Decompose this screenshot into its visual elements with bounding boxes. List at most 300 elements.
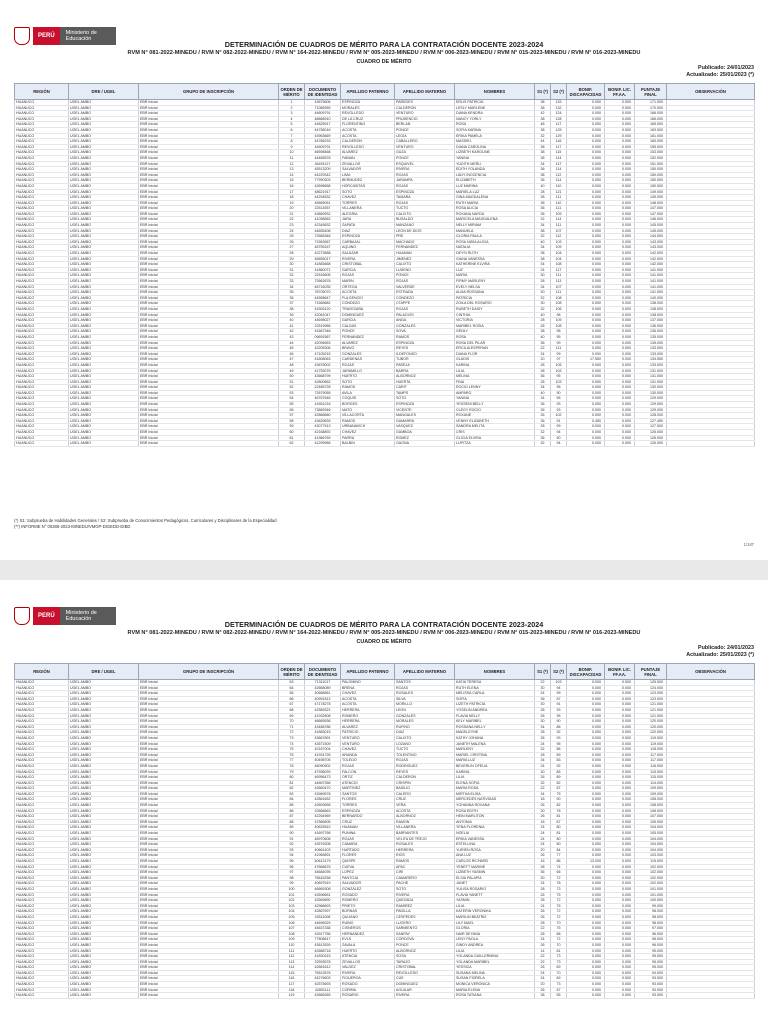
cell-dre-ugel: UGEL AMBO [69,172,139,178]
cell-ap-materno: CORDOVA [395,937,455,943]
cell-documento: 47105215 [305,351,341,357]
cell-bonif-disc: 0.000 [567,752,605,758]
column-header-dre-ugel: DRE / UGEL [69,664,139,680]
cell-s2: 108 [551,295,567,301]
cell-region: HUANUCO [15,290,69,296]
cell-orden: 27 [279,245,305,251]
cell-bonif-disc: 17.550 [567,357,605,363]
cell-ap-paterno: HERRERA [341,707,395,713]
cell-s2: 72 [551,914,567,920]
cell-ap-paterno: TRAVEZAÑA [341,306,395,312]
cell-orden: 2 [279,105,305,111]
cell-bonif-disc: 0.000 [567,769,605,775]
cell-region: HUANUCO [15,898,69,904]
cell-nombres: ELENA SOFIA [455,780,535,786]
cell-puntaje: 95.000 [635,954,667,960]
cell-ap-paterno: GARCIA [341,318,395,324]
cell-ap-materno: JARAMPA [395,178,455,184]
cell-grupo: EBR Inicial [139,357,279,363]
cell-region: HUANUCO [15,228,69,234]
merit-table [14,663,755,999]
cell-ap-materno: ALBORNOZ [395,374,455,380]
cell-s2: 114 [551,178,567,184]
cell-orden: 74 [279,741,305,747]
cell-puntaje: 102.000 [635,870,667,876]
cell-bonif-ffaa: 0.000 [605,424,635,430]
cell-nombres: GLORIA PAULA [455,234,535,240]
cell-ap-materno: BARRA [395,368,455,374]
cell-ap-paterno: MATO [341,407,395,413]
cell-dre-ugel: UGEL AMBO [69,685,139,691]
cell-nombres: LUPITZA [455,441,535,447]
cell-bonif-ffaa: 0.000 [605,418,635,424]
cell-bonif-ffaa: 0.000 [605,329,635,335]
cell-ap-materno: REVOLLEDO [395,970,455,976]
cell-dre-ugel: UGEL AMBO [69,267,139,273]
cell-nombres: ROSSANA NELLY [455,724,535,730]
cell-orden: 19 [279,200,305,206]
column-header-bonif-ffaa: BONIF. LIC. FF.AA. [605,664,635,680]
cell-dre-ugel: UGEL AMBO [69,808,139,814]
cell-s2: 111 [551,195,567,201]
cell-s1: 30 [535,685,551,691]
cell-documento: 43468786 [305,724,341,730]
document-subtitle: RVM N° 081-2022-MINEDU / RVM N° 082-2022-MINEDU / RVM N° 164-2022-MINEDU / RVM N° 005-2023-MINEDU / RVM N° 006-2023-MINEDU / RVM N° 015-2023-MINEDU / RVM N° 016-2023-MINEDU [127,50,641,56]
cell-ap-materno: PRE [395,234,455,240]
cell-grupo: EBR Inicial [139,100,279,106]
cell-dre-ugel: UGEL AMBO [69,786,139,792]
cell-puntaje: 93.000 [635,982,667,988]
cell-ap-paterno: PALOMINO [341,680,395,686]
cell-bonif-ffaa: 0.000 [605,396,635,402]
cell-documento: 43675606 [305,100,341,106]
cell-puntaje: 143.000 [635,239,667,245]
cell-s2: 73 [551,982,567,988]
cell-ap-paterno: CONDEZO [341,301,395,307]
cell-bonif-ffaa: 0.000 [605,752,635,758]
cell-s2: 77 [551,853,567,859]
cell-grupo: EBR Inicial [139,435,279,441]
cell-bonif-disc: 0.000 [567,362,605,368]
cell-nombres: LADY INOCENCIA [455,172,535,178]
cell-ap-materno: RAMON [395,819,455,825]
cell-s2: 117 [551,267,567,273]
cell-grupo: EBR Inicial [139,329,279,335]
cell-bonif-disc: 0.000 [567,340,605,346]
cell-dre-ugel: UGEL AMBO [69,200,139,206]
cell-bonif-disc: 0.000 [567,334,605,340]
cell-orden: 55 [279,402,305,408]
cell-grupo: EBR Inicial [139,167,279,173]
cell-s2: 110 [551,183,567,189]
cell-ap-paterno: RUBIO [341,920,395,926]
cell-bonif-ffaa: 0.000 [605,970,635,976]
cell-s2: 103 [551,368,567,374]
cell-bonif-ffaa: 0.000 [605,139,635,145]
cell-puntaje: 141.000 [635,273,667,279]
cell-s2: 73 [551,886,567,892]
cell-ap-materno: TUCTO [395,206,455,212]
cell-bonif-ffaa: 0.000 [605,262,635,268]
cell-ap-paterno: ROSADO [341,982,395,988]
cell-ap-materno: LUDENO [395,267,455,273]
cell-documento: 41753076 [305,368,341,374]
publication-dates [686,645,754,659]
cell-grupo: EBR Inicial [139,886,279,892]
cell-s1: 38 [535,100,551,106]
column-header-s2: S2 (*) [551,84,567,100]
cell-ap-paterno: ROMERO [341,898,395,904]
cell-region: HUANUCO [15,730,69,736]
cell-bonif-disc: 0.000 [567,116,605,122]
cell-dre-ugel: UGEL AMBO [69,351,139,357]
cell-documento: 43613539 [305,942,341,948]
cell-ap-paterno: FLORENTINO [341,122,395,128]
cell-s1: 30 [535,769,551,775]
cell-dre-ugel: UGEL AMBO [69,279,139,285]
cell-puntaje: 146.000 [635,217,667,223]
cell-ap-paterno: ATENCIA [341,954,395,960]
cell-grupo: EBR Inicial [139,161,279,167]
cell-s2: 72 [551,909,567,915]
cell-ap-paterno: DOMINGUEZ [341,312,395,318]
cell-region: HUANUCO [15,696,69,702]
cell-orden: 28 [279,251,305,257]
cell-documento: 43969578 [305,791,341,797]
cell-nombres: DIANA KENDRA [455,111,535,117]
cell-s2: 91 [551,418,567,424]
cell-nombres: YOLANDA MARIBEL [455,959,535,965]
cell-bonif-ffaa: 0.000 [605,223,635,229]
cell-bonif-disc: 0.000 [567,105,605,111]
cell-region: HUANUCO [15,864,69,870]
cell-ap-materno: VELITA DE TREJO [395,836,455,842]
cell-documento: 47178278 [305,702,341,708]
cell-puntaje: 161.000 [635,133,667,139]
cell-dre-ugel: UGEL AMBO [69,864,139,870]
cell-dre-ugel: UGEL AMBO [69,780,139,786]
cell-bonif-disc: 0.000 [567,831,605,837]
cell-region: HUANUCO [15,150,69,156]
cell-s1: 24 [535,842,551,848]
cell-nombres: VENNY ELIZABETH [455,418,535,424]
cell-dre-ugel: UGEL AMBO [69,217,139,223]
cell-documento: 44229342 [305,172,341,178]
cell-ap-materno: TAMARA [395,195,455,201]
cell-ap-paterno: CHAVEZ [341,195,395,201]
cell-orden: 83 [279,791,305,797]
cell-grupo: EBR Inicial [139,402,279,408]
cell-nombres: KATIA TERESA [455,680,535,686]
cell-dre-ugel: UGEL AMBO [69,859,139,865]
cell-bonif-disc: 0.000 [567,295,605,301]
cell-ap-paterno: SANTOS [341,791,395,797]
cell-ap-paterno: FLORES [341,853,395,859]
cell-region: HUANUCO [15,116,69,122]
cell-bonif-disc: 0.000 [567,211,605,217]
cell-bonif-disc: 0.000 [567,970,605,976]
cell-grupo: EBR Inicial [139,920,279,926]
cell-grupo: EBR Inicial [139,262,279,268]
cell-documento: 40568561 [305,691,341,697]
cell-s1: 36 [535,178,551,184]
cell-orden: 17 [279,189,305,195]
cell-nombres: GINDY ANDREA [455,942,535,948]
cell-ap-materno: SANPAY [395,931,455,937]
cell-s2: 92 [551,763,567,769]
cell-documento: 41931726 [305,752,341,758]
cell-orden: 33 [279,279,305,285]
cell-s2: 95 [551,374,567,380]
cell-documento: 44684095 [305,870,341,876]
cell-nombres: LILIA [455,903,535,909]
cell-bonif-disc: 0.000 [567,847,605,853]
cell-grupo: EBR Inicial [139,206,279,212]
cell-nombres: GENLY [455,329,535,335]
cell-s1: 36 [535,696,551,702]
cell-ap-materno: PONCE [395,155,455,161]
cell-ap-materno: SARMIENTO [395,926,455,932]
cell-orden: 94 [279,853,305,859]
cell-grupo: EBR Inicial [139,976,279,982]
cell-s2: 107 [551,228,567,234]
cell-s1: 42 [535,111,551,117]
cell-orden: 89 [279,825,305,831]
cell-grupo: EBR Inicial [139,385,279,391]
cell-s1: 32 [535,306,551,312]
cell-nombres: ROXANA NAYDA [455,211,535,217]
cell-nombres: NAIR DEYANA [455,931,535,937]
cell-ap-materno: SANTOS [395,680,455,686]
cell-dre-ugel: UGEL AMBO [69,825,139,831]
cell-documento: 42205306 [305,346,341,352]
cell-dre-ugel: UGEL AMBO [69,133,139,139]
cell-grupo: EBR Inicial [139,836,279,842]
cell-nombres: NOELIA [455,831,535,837]
cell-s2: 81 [551,831,567,837]
cell-s1: 26 [535,853,551,859]
cell-nombres: LIZBETH YASMIN [455,870,535,876]
cell-documento: 42861652 [305,797,341,803]
cell-dre-ugel: UGEL AMBO [69,430,139,436]
cell-grupo: EBR Inicial [139,797,279,803]
cell-region: HUANUCO [15,808,69,814]
cell-ap-paterno: CISNEROS [341,926,395,932]
cell-nombres: MELISSA CARLA [455,691,535,697]
cell-bonif-ffaa: 0.000 [605,100,635,106]
page-gap [0,560,768,580]
cell-region: HUANUCO [15,312,69,318]
cell-orden: 108 [279,931,305,937]
cell-documento: 76615258 [305,875,341,881]
cell-bonif-disc: 0.000 [567,413,605,419]
cell-puntaje: 140.000 [635,295,667,301]
cell-region: HUANUCO [15,842,69,848]
cell-orden: 80 [279,775,305,781]
cell-grupo: EBR Inicial [139,430,279,436]
cell-ap-materno: VENTURO [395,111,455,117]
cell-orden: 29 [279,256,305,262]
cell-documento: 22666663 [305,808,341,814]
cell-s2: 111 [551,273,567,279]
cell-region: HUANUCO [15,680,69,686]
cell-orden: 50 [279,374,305,380]
cell-bonif-ffaa: 0.000 [605,747,635,753]
cell-s2: 117 [551,144,567,150]
cell-ap-materno: BARRANTES [395,831,455,837]
cell-ap-paterno: DE LA CRUZ [341,116,395,122]
cell-puntaje: 138.000 [635,301,667,307]
cell-ap-materno: PACHE [395,881,455,887]
cell-bonif-disc: 0.450 [567,418,605,424]
cell-dre-ugel: UGEL AMBO [69,318,139,324]
cell-region: HUANUCO [15,306,69,312]
cell-dre-ugel: UGEL AMBO [69,334,139,340]
cell-bonif-ffaa: 0.000 [605,965,635,971]
cell-dre-ugel: UGEL AMBO [69,144,139,150]
cell-s1: 34 [535,724,551,730]
cell-s2: 95 [551,713,567,719]
cell-s1: 26 [535,965,551,971]
cell-dre-ugel: UGEL AMBO [69,937,139,943]
cell-orden: 51 [279,379,305,385]
cell-s1: 24 [535,763,551,769]
cell-ap-paterno: ROJAS [341,362,395,368]
cell-dre-ugel: UGEL AMBO [69,346,139,352]
cell-grupo: EBR Inicial [139,942,279,948]
cell-ap-materno: CRUZ [395,797,455,803]
cell-s1: 24 [535,976,551,982]
cell-puntaje: 121.000 [635,713,667,719]
cell-puntaje: 117.000 [635,752,667,758]
cell-dre-ugel: UGEL AMBO [69,976,139,982]
cell-bonif-ffaa: 0.000 [605,144,635,150]
cell-ap-materno: RIOS [395,853,455,859]
cell-nombres: DIANA CAROLINA [455,144,535,150]
cell-nombres: YESSICA [455,965,535,971]
updated-date: Actualizado: 25/01/2023 (*) [686,652,754,658]
cell-dre-ugel: UGEL AMBO [69,329,139,335]
cell-s1: 26 [535,914,551,920]
cell-region: HUANUCO [15,702,69,708]
cell-grupo: EBR Inicial [139,189,279,195]
cell-s1: 24 [535,970,551,976]
cell-bonif-ffaa: 0.000 [605,775,635,781]
cell-bonif-disc: 0.000 [567,775,605,781]
cell-s1: 30 [535,875,551,881]
cell-documento: 41697768 [305,831,341,837]
cell-dre-ugel: UGEL AMBO [69,385,139,391]
cell-s1: 24 [535,741,551,747]
cell-bonif-disc: 0.000 [567,435,605,441]
cell-s2: 80 [551,825,567,831]
cell-bonif-ffaa: 0.000 [605,713,635,719]
cell-nombres: LIZBETH KAROLINE [455,150,535,156]
cell-ap-materno: CALDERON [395,105,455,111]
cell-s2: 103 [551,680,567,686]
cell-puntaje: 120.000 [635,730,667,736]
cell-documento: 42609556 [305,803,341,809]
cell-bonif-disc: 0.000 [567,931,605,937]
cell-bonif-disc: 0.000 [567,144,605,150]
cell-orden: 22 [279,217,305,223]
cell-nombres: GLADIS [455,357,535,363]
cell-nombres: FINA [455,379,535,385]
cell-region: HUANUCO [15,747,69,753]
cell-s1: 40 [535,312,551,318]
cell-nombres: SUSANA MELINA [455,970,535,976]
cell-puntaje: 171.000 [635,100,667,106]
cell-bonif-disc: 0.000 [567,245,605,251]
cell-ap-paterno: RIVERA [341,970,395,976]
cell-bonif-disc: 0.000 [567,430,605,436]
cell-region: HUANUCO [15,318,69,324]
cell-grupo: EBR Inicial [139,702,279,708]
cell-bonif-ffaa: 0.000 [605,441,635,447]
cell-puntaje: 130.000 [635,390,667,396]
cell-s2: 99 [551,424,567,430]
cell-orden: 75 [279,747,305,753]
cell-ap-materno: PALACIOS [395,312,455,318]
cell-ap-materno: GAONA [395,441,455,447]
cell-grupo: EBR Inicial [139,752,279,758]
cell-s2: 80 [551,836,567,842]
cell-puntaje: 93.000 [635,976,667,982]
cell-s1: 38 [535,195,551,201]
cell-bonif-disc: 0.000 [567,825,605,831]
cell-s2: 106 [551,306,567,312]
cell-region: HUANUCO [15,735,69,741]
cell-region: HUANUCO [15,362,69,368]
cell-puntaje: 94.000 [635,970,667,976]
cell-ap-paterno: HURTADO [341,847,395,853]
cell-ap-paterno: SALVADOR [341,881,395,887]
cell-puntaje: 120.000 [635,719,667,725]
cell-bonif-ffaa: 0.000 [605,111,635,117]
cell-bonif-ffaa: 0.000 [605,881,635,887]
cell-ap-paterno: BRENA [341,685,395,691]
cell-nombres: CLEGY ROCIO [455,407,535,413]
cell-orden: 25 [279,234,305,240]
cell-orden: 1 [279,100,305,106]
cell-s1: 38 [535,256,551,262]
cell-dre-ugel: UGEL AMBO [69,836,139,842]
cell-dre-ugel: UGEL AMBO [69,340,139,346]
cell-documento: 46755167 [305,245,341,251]
cell-bonif-ffaa: 0.000 [605,735,635,741]
cell-orden: 66 [279,696,305,702]
cell-bonif-ffaa: 0.000 [605,402,635,408]
cell-nombres: LILIA [455,948,535,954]
cell-ap-materno: ACOSTA [395,808,455,814]
cell-bonif-ffaa: 0.000 [605,251,635,257]
cell-ap-paterno: ESPINOZA [341,808,395,814]
cell-grupo: EBR Inicial [139,374,279,380]
merit-table [14,83,755,447]
cell-s1: 28 [535,318,551,324]
cell-puntaje: 109.000 [635,786,667,792]
footnote-2: (**) INFORME N° 00286-2023-MINEDU/VMGP-DIGEDD-DIBD [14,524,131,529]
cell-region: HUANUCO [15,724,69,730]
cell-region: HUANUCO [15,105,69,111]
cell-ap-paterno: ROSADO [341,892,395,898]
cell-ap-paterno: ZAPATA [341,223,395,229]
cell-orden: 26 [279,239,305,245]
cell-documento: 44758016 [305,127,341,133]
cell-documento: 40661403 [305,847,341,853]
cell-region: HUANUCO [15,707,69,713]
cell-grupo: EBR Inicial [139,111,279,117]
